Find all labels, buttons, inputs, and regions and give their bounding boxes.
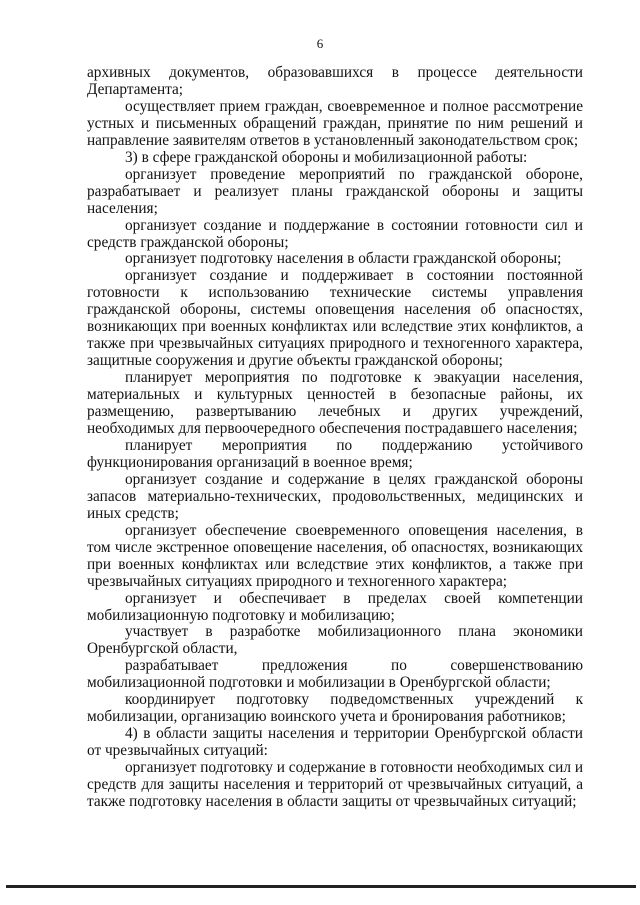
paragraph: осуществляет прием граждан, своевременное и полное рассмотрение устных и письменных обращений граждан, принятие по ним решений и направление заявителям ответов в установленный законодательством срок; <box>87 97 583 149</box>
paragraph: архивных документов, образовавшихся в процессе деятельности Департамента; <box>87 64 583 98</box>
paragraph: планирует мероприятия по поддержанию устойчивого функционирования организаций в военное время; <box>87 436 583 471</box>
paragraph: организует создание и поддерживает в состоянии постоянной готовности к использованию технические системы управления гражданской обороны, системы оповещения населения об опасностях, возникающих при военных конфликтах или вследствие этих конфликтов, а также при чрезвычайных ситуациях природного и техногенного характера, защитные сооружения и другие объекты гражданской обороны; <box>87 267 583 370</box>
paragraph: участвует в разработке мобилизационного плана экономики Оренбургской области, <box>87 623 583 658</box>
paragraph: организует обеспечение своевременного оповещения населения, в том числе экстренное оповещение населения, об опасностях, возникающих при военных конфликтах или вследствие этих конфликтов, а также при чрезвычайных ситуациях природного и техногенного характера; <box>87 521 583 590</box>
paragraph: координирует подготовку подведомственных учреждений к мобилизации, организацию воинского учета и бронирования работников; <box>87 691 583 726</box>
paragraph: организует подготовку и содержание в готовности необходимых сил и средств для защиты населения и территорий от чрезвычайных ситуаций, а также подготовку населения в области защиты от чрезвычайных ситуаций; <box>87 759 583 810</box>
bottom-rule <box>6 885 636 888</box>
paragraph: организует создание и содержание в целях гражданской обороны запасов материально-технических, продовольственных, медицинских и иных средств; <box>87 470 583 522</box>
paragraph: организует создание и поддержание в состоянии готовности сил и средств гражданской обороны; <box>87 216 583 251</box>
paragraph: организует и обеспечивает в пределах своей компетенции мобилизационную подготовку и мобилизацию; <box>87 589 583 624</box>
section-heading-emergency-protection: 4) в области защиты населения и территории Оренбургской области от чрезвычайных ситуаций: <box>87 725 583 760</box>
section-heading-civil-defense: 3) в сфере гражданской обороны и мобилизационной работы: <box>125 148 528 166</box>
paragraph: организует подготовку населения в области гражданской обороны; <box>125 250 562 268</box>
page-number: 6 <box>316 36 324 51</box>
document-body <box>87 65 583 811</box>
paragraph: планирует мероприятия по подготовке к эвакуации населения, материальных и культурных ценностей в безопасные районы, их размещению, развертыванию лечебных и других учреждений, необходимых для первоочередного обеспечения пострадавшего населения; <box>87 369 583 438</box>
paragraph: организует проведение мероприятий по гражданской обороне, разрабатывает и реализует планы гражданской обороны и защиты населения; <box>87 165 583 217</box>
paragraph: разрабатывает предложения по совершенствованию мобилизационной подготовки и мобилизации в Оренбургской области; <box>87 657 583 692</box>
